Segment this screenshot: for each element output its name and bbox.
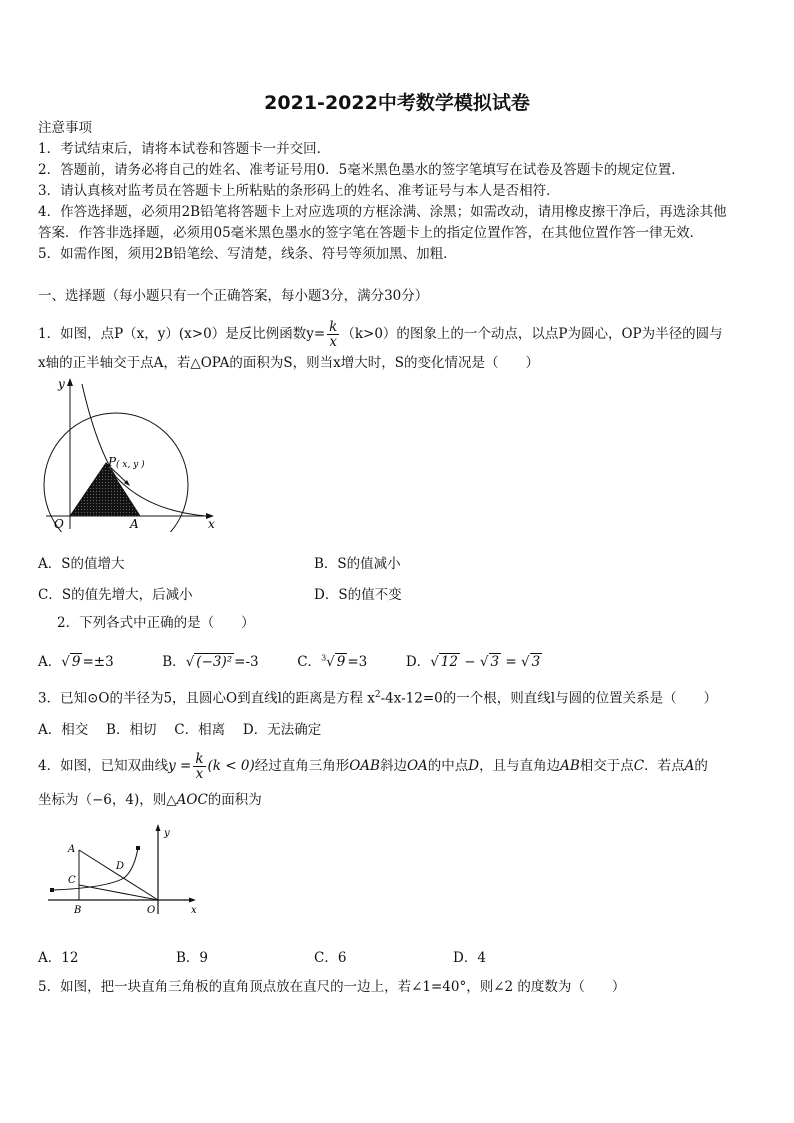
- q1-label-p-coord: ( x, y ): [116, 460, 145, 470]
- notice-item-1: 1．考试结束后，请将本试卷和答题卡一并交回．: [38, 141, 331, 157]
- q4-aoc: AOC: [176, 792, 208, 808]
- notice-item-4: 4．作答选择题，必须用2B铅笔将答题卡上对应选项的方框涂满、涂黑；如需改动，请用橡皮擦干净后，再选涂其他: [38, 204, 727, 220]
- q4-label-c: C: [68, 875, 76, 886]
- q4-text-3: 斜边: [379, 758, 407, 774]
- q2-stem: 2．下列各式中正确的是（ ）: [57, 615, 255, 631]
- q4-x-arrow: [189, 898, 196, 903]
- q1-frac-den: x: [329, 334, 338, 350]
- q1-label-o: O: [54, 517, 64, 531]
- q4-label-o: O: [147, 905, 156, 916]
- q4-text-1: 4．如图，已知双曲线: [38, 758, 169, 774]
- q1-fraction: [327, 320, 339, 349]
- q2-a-radicand: 9: [71, 654, 81, 670]
- q4-label-b: B: [74, 905, 82, 916]
- q2-b-label: B．: [162, 654, 186, 670]
- q2-c-rest: =3: [347, 654, 368, 670]
- notice-item-4-cont: 答案．作答非选择题，必须用05毫米黑色墨水的签字笔在答题卡上的指定位置作答，在其他位置作答一律无效．: [38, 225, 704, 241]
- q4-line2-b: 的面积为: [207, 792, 262, 808]
- q1-y-arrow: [67, 378, 73, 386]
- q4-line2-a: 坐标为（−6，4)，则△: [38, 792, 177, 808]
- q4-text-7: ．若点: [644, 758, 685, 774]
- q2-d-radicand-1: 12: [440, 654, 458, 670]
- q4-frac-num: k: [195, 751, 204, 767]
- q4-text-2: 经过直角三角形: [254, 758, 350, 774]
- q1-option-d[interactable]: D．S的值不变: [314, 587, 402, 603]
- q3-options[interactable]: A．相交 B．相切 C．相离 D．无法确定: [38, 722, 322, 738]
- q1-figure: [38, 376, 228, 532]
- q4-y-eq: y =: [168, 758, 192, 774]
- q1-stem-line2: x轴的正半轴交于点A，若△OPA的面积为S，则当x增大时，S的变化情况是（ ）: [38, 355, 540, 371]
- q2-d-radicand-3: 3: [531, 654, 541, 670]
- q2-d-label: D．: [405, 654, 431, 670]
- section-heading: 一、选择题（每小题只有一个正确答案，每小题3分，满分30分）: [38, 288, 429, 304]
- q4-oa: OA: [406, 758, 428, 774]
- q1-option-b[interactable]: B．S的值减小: [314, 556, 401, 572]
- q2-option-d[interactable]: D．√ 12 − √ 3 = √ 3: [405, 654, 541, 670]
- q3-text-2: -4x-12=0的一个根，则直线l与圆的位置关系是（ ）: [380, 690, 718, 707]
- notice-item-2: 2．答题前，请务必将自己的姓名、准考证号用0．5毫米黑色墨水的签字笔填写在试卷及答题卡的规定位置．: [38, 162, 685, 178]
- q4-label-x: x: [191, 905, 197, 916]
- q1-option-c[interactable]: C．S的值先增大，后减小: [38, 587, 193, 603]
- q4-a: A: [684, 758, 695, 774]
- q4-option-d[interactable]: D．4: [453, 950, 486, 966]
- q2-d-minus: −: [459, 654, 480, 670]
- q4-option-b[interactable]: B．9: [176, 950, 209, 966]
- q4-figure: [44, 822, 204, 918]
- q1-label-a: A: [130, 517, 139, 531]
- q4-text-6: 相交于点: [579, 758, 634, 774]
- q1-option-a[interactable]: A．S的值增大: [38, 556, 125, 572]
- notice-item-3: 3．请认真核对监考员在答题卡上所粘贴的条形码上的姓名、准考证号与本人是否相符．: [38, 183, 560, 199]
- q2-option-b[interactable]: B．√ (−3)² =-3: [162, 654, 259, 670]
- q4-oab: OAB: [349, 758, 380, 774]
- q4-option-a[interactable]: A．12: [38, 950, 79, 966]
- notice-heading: 注意事项: [38, 120, 92, 136]
- q4-text-8: 的: [694, 758, 708, 774]
- q2-option-c[interactable]: C．$^3$√ 9 =3: [297, 653, 368, 670]
- q4-frac-den: x: [195, 766, 204, 782]
- notice-item-5: 5．如需作图，须用2B铅笔绘、写清楚，线条、符号等须加黑、加粗．: [38, 246, 457, 262]
- q1-text-1: 1．如图，点P（x，y）(x>0）是反比例函数y=: [38, 326, 326, 342]
- q2-a-label: A．: [38, 654, 62, 670]
- q2-d-radicand-2: 3: [490, 654, 500, 670]
- q2-c-index: 3: [321, 653, 327, 663]
- q2-b-radicand: (−3)²: [196, 654, 233, 670]
- q2-options: [38, 650, 542, 670]
- q4-curve-end-top: [136, 846, 140, 850]
- q4-text-4: 的中点: [427, 758, 469, 774]
- q1-frac-num: k: [329, 319, 338, 335]
- q4-condition: (k < 0): [207, 758, 255, 774]
- q3-text-1: 3．已知⊙O的半径为5，且圆心O到直线l的距离是方程 x: [38, 690, 375, 707]
- q3-superscript: 2: [374, 690, 381, 700]
- q2-c-label: C．: [297, 654, 322, 670]
- q3-stem: [38, 686, 717, 708]
- q4-label-a: A: [68, 844, 76, 855]
- q4-c: C: [633, 758, 645, 774]
- q4-option-c[interactable]: C．6: [314, 950, 347, 966]
- q4-stem-line2: [38, 791, 262, 809]
- page-title: 2021-2022中考数学模拟试卷: [264, 92, 530, 114]
- q5-stem: 5．如图，把一块直角三角板的直角顶点放在直尺的一边上，若∠1=40°，则∠2 的度数为（ ）: [38, 979, 626, 995]
- q1-label-x: x: [208, 517, 215, 531]
- q4-ab: AB: [560, 758, 580, 774]
- q2-a-rest: =±3: [82, 654, 114, 670]
- q4-label-y: y: [164, 828, 170, 839]
- q4-text-5: ，且与直角边: [479, 758, 561, 774]
- q2-b-rest: =-3: [234, 654, 259, 670]
- q4-fraction: [193, 752, 205, 781]
- q4-stem: [38, 752, 708, 781]
- q2-c-radicand: 9: [336, 654, 346, 670]
- q4-y-arrow: [156, 824, 161, 831]
- q4-d: D: [468, 758, 480, 774]
- q2-option-a[interactable]: A．√ 9 =±3: [38, 654, 114, 670]
- q1-label-p: P: [108, 455, 117, 469]
- q1-stem: [38, 320, 723, 349]
- q4-label-d: D: [116, 861, 125, 872]
- q1-label-y: y: [58, 377, 65, 391]
- q4-hyperbola: [52, 848, 138, 890]
- q1-text-2: （k>0）的图象上的一个动点，以点P为圆心，OP为半径的圆与: [341, 326, 723, 342]
- q2-d-eq: =: [501, 654, 521, 670]
- q4-curve-end-left: [50, 888, 54, 892]
